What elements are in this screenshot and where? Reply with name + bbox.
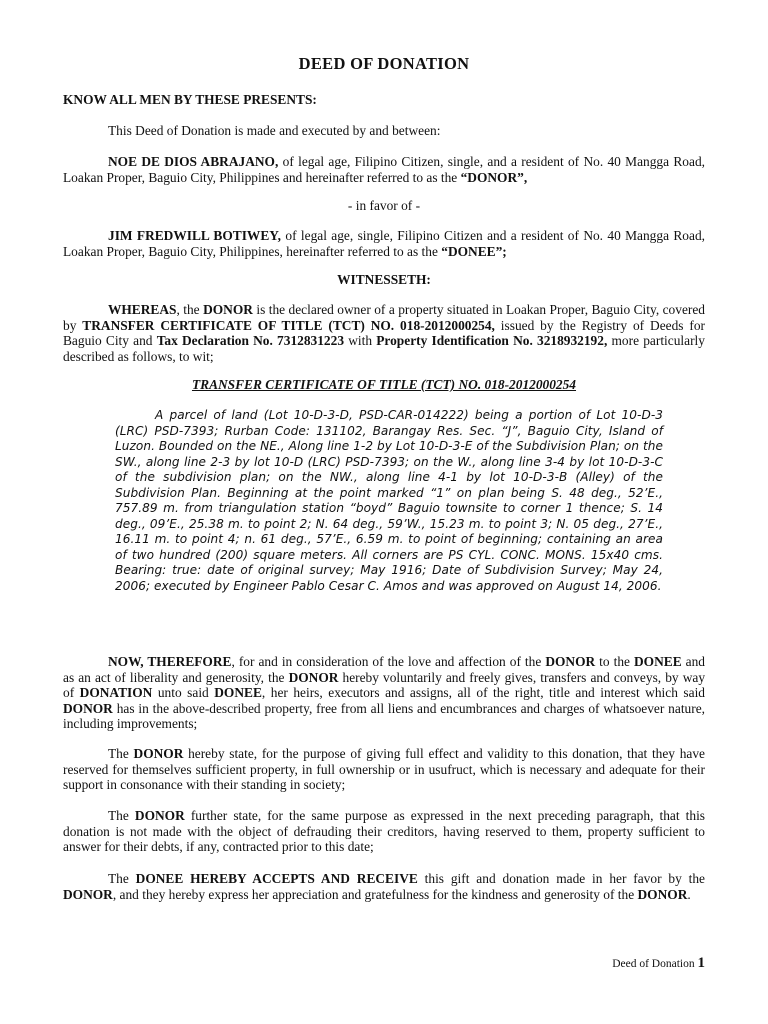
creditors-text-0: The: [108, 808, 135, 823]
now-therefore-bold-3: DONEE: [634, 654, 682, 669]
accept-bold-1: DONEE HEREBY ACCEPTS AND RECEIVE: [135, 871, 418, 886]
donor-details: of legal age, Filipino Citizen, single, and a resident of No. 40 Mangga Road, Loakan Proper, Baguio City, Philippines and hereinafter referred to as the: [63, 154, 705, 185]
document-title: DEED OF DONATION: [298, 54, 470, 73]
now-therefore-bold-6: DONEE: [214, 685, 262, 700]
now-therefore-bold-4: DONOR: [288, 669, 339, 685]
donee-paragraph: [63, 228, 705, 259]
reserve-text-0: The: [108, 746, 134, 761]
whereas-tct-number: TRANSFER CERTIFICATE OF TITLE (TCT) NO. 018-2012000254,: [82, 317, 495, 333]
whereas-property-id: Property Identification No. 3218932192,: [376, 333, 608, 348]
now-therefore-text-5: unto said: [152, 685, 215, 700]
reserve-text-1: hereby state, for the purpose of giving full effect and validity to this donation, that they have reserved for themselves sufficient property, in full ownership or in usufruct, which is necessary and adequate for their support in consonance with their standing in society;: [63, 746, 705, 792]
donor-paragraph: [63, 154, 705, 185]
whereas-text-2: is the declared owner of a property situated in Loakan Proper, Baguio City, covered by: [63, 302, 705, 333]
reserve-bold-1: DONOR: [133, 746, 184, 761]
donee-reference: “DONEE”;: [441, 243, 507, 259]
witnesseth-heading: WITNESSETH:: [337, 272, 431, 287]
whereas-text-4: with: [344, 333, 377, 348]
acceptance-paragraph: [63, 871, 705, 902]
now-therefore-paragraph: [63, 654, 705, 732]
accept-text-0: The: [108, 871, 136, 886]
whereas-tax-declaration: Tax Declaration No. 7312831223: [156, 333, 345, 348]
donee-name: JIM FREDWILL BOTIWEY,: [108, 228, 282, 243]
now-therefore-text-7: has in the above-described property, free from all liens and encumbrances and charges of whatsoever nature, including improvements;: [63, 700, 705, 731]
whereas-text-5: more particularly described as follows, to wit;: [63, 333, 705, 364]
creditors-paragraph: [63, 808, 705, 855]
footer-label: Deed of Donation: [612, 958, 695, 970]
whereas-text-1: , the: [176, 302, 204, 317]
now-therefore-bold-2: DONOR: [545, 654, 596, 669]
now-therefore-bold-5: DONATION: [79, 685, 153, 700]
donor-reference: “DONOR”,: [460, 169, 528, 185]
page-footer: [612, 956, 705, 973]
donee-details: of legal age, single, Filipino Citizen and a resident of No. 40 Mangga Road, Loakan Proper, Baguio City, Philippines, hereinafter referred to as the: [63, 228, 705, 259]
whereas-bold-2: DONOR: [203, 302, 253, 317]
accept-text-1: this gift and donation made in her favor by the: [417, 871, 705, 886]
whereas-text-3: issued by the Registry of Deeds for Baguio City and: [63, 317, 705, 348]
now-therefore-text-6: , her heirs, executors and assigns, all of the right, title and interest which said: [261, 685, 705, 700]
creditors-text-1: further state, for the same purpose as expressed in the next preceding paragraph, that this donation is not made with the object of defrauding their creditors, having reserved to them, property sufficient to answer for their debts, if any, contracted prior to this date;: [63, 808, 705, 854]
in-favor-of: - in favor of -: [347, 198, 421, 213]
now-therefore-text-1: , for and in consideration of the love and affection of the: [231, 654, 546, 669]
now-therefore-bold-7: DONOR: [63, 700, 113, 716]
accept-text-3: .: [687, 886, 691, 902]
opening-line: KNOW ALL MEN BY THESE PRESENTS:: [63, 92, 317, 107]
creditors-bold-1: DONOR: [134, 808, 185, 823]
accept-text-2: , and they hereby express her appreciation and gratefulness for the kindness and generosity of the: [112, 886, 638, 902]
accept-bold-3: DONOR: [637, 886, 688, 902]
now-therefore-text-4: hereby voluntarily and freely gives, transfers and conveys, by way of: [63, 669, 706, 700]
whereas-word: WHEREAS: [108, 302, 177, 317]
now-therefore-text-3: and as an act of liberality and generosity, the: [63, 654, 705, 685]
now-therefore-lead: NOW, THEREFORE: [108, 654, 232, 669]
intro-paragraph: This Deed of Donation is made and executed by and between:: [108, 123, 441, 138]
reserve-paragraph: [63, 746, 705, 793]
accept-bold-2: DONOR: [63, 886, 113, 902]
page-number: 1: [697, 955, 705, 971]
whereas-paragraph: [63, 302, 705, 364]
tct-heading: TRANSFER CERTIFICATE OF TITLE (TCT) NO. 018-2012000254: [191, 377, 577, 392]
donor-name: NOE DE DIOS ABRAJANO,: [108, 154, 279, 169]
tct-description: A parcel of land (Lot 10-D-3-D, PSD-CAR-014222) being a portion of Lot 10-D-3 (LRC) PSD-7393; Rurban Code: 131102, Barangay Res. Sec. “J”, Baguio City, Island of Luzon. Bounded on the NE., Along line 1-2 by Lot 10-D-3-E of the Subdivision Plan; on the SW., along line 2-3 by lot 10-D (LRC) PSD-7393; on the W., along line 3-4 by lot 10-D-3-C of the subdivision plan; on the NW., along line 4-1 by lot 10-D-3-B (Alley) of the Subdivision Plan. Beginning at the point marked “1” on plan being S. 48 deg., 52’E., 757.89 m. from triangulation station “boyd” Baguio townsite to corner 1 thence; S. 14 deg., 09’E., 25.38 m. to point 2; N. 64 deg., 59’W., 15.23 m. to point 3; N. 05 deg., 27’E., 16.11 m. to point 4; n. 61 deg., 57’E., 6.59 m. to point of beginning; containing an area of two hundred (200) square meters. All corners are PS CYL. CONC. MONS. 15x40 cms. Bearing: true: date of original survey; May 1916; Date of Subdivision Survey; May 24, 2006; executed by Engineer Pablo Cesar C. Amos and was approved on August 14, 2006.: [115, 408, 663, 594]
now-therefore-text-2: to the: [595, 654, 634, 669]
